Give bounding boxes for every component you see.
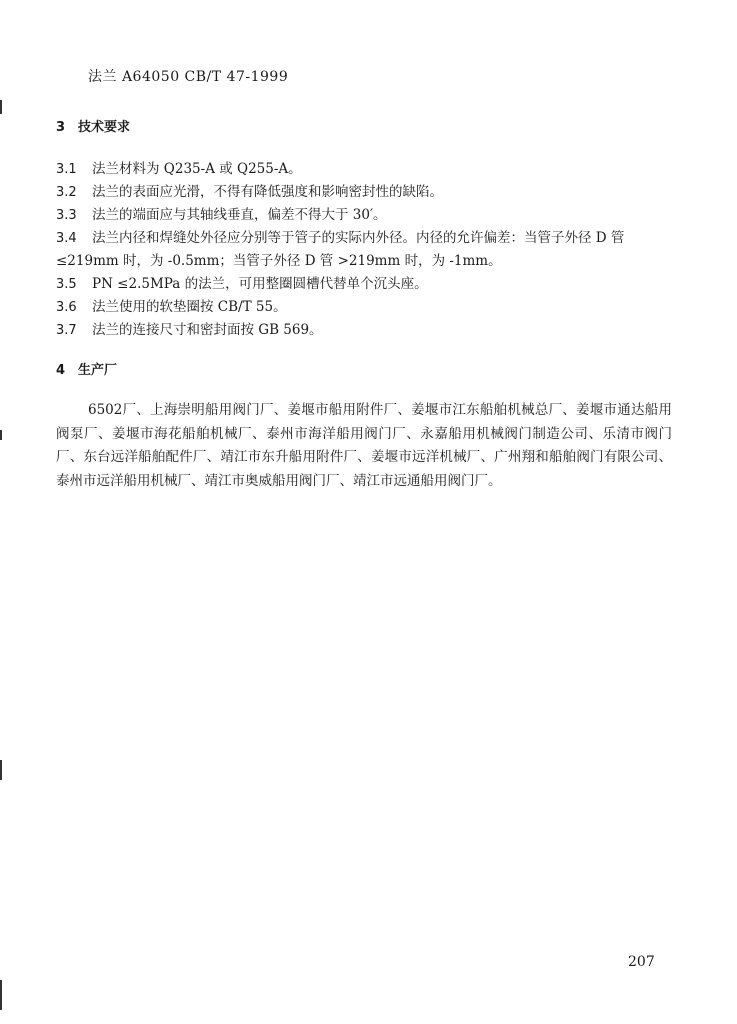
clause-3-1 [56, 157, 302, 177]
clause-number: 3.4 [56, 231, 77, 246]
clause-3-6 [56, 295, 287, 315]
scan-margin-mark [0, 430, 2, 440]
clause-3-5 [56, 272, 428, 292]
clause-number: 3.3 [56, 208, 77, 223]
page-header: 法兰 A64050 CB/T 47-1999 [88, 69, 289, 85]
page-number: 207 [628, 954, 655, 970]
clause-number: 3.7 [56, 323, 77, 338]
clause-text: PN ≤2.5MPa 的法兰，可用整圈圆槽代替单个沉头座。 [92, 276, 428, 292]
clause-number: 3.5 [56, 277, 77, 292]
clause-text: 法兰使用的软垫圈按 CB/T 55。 [92, 299, 287, 315]
clause-text: 法兰的表面应光滑，不得有降低强度和影响密封性的缺陷。 [92, 184, 443, 200]
clause-text: 法兰材料为 Q235-A 或 Q255-A。 [92, 161, 302, 177]
clause-text: 法兰的端面应与其轴线垂直，偏差不得大于 30′。 [92, 207, 387, 223]
clause-3-4 [56, 226, 624, 246]
section-title: 生产厂 [78, 363, 118, 378]
scan-margin-mark [0, 760, 2, 780]
section-number: 3 [56, 120, 66, 135]
section-number: 4 [56, 363, 66, 378]
scan-margin-mark [0, 100, 2, 114]
clause-3-4-continuation: ≤219mm 时，为 -0.5mm；当管子外径 D 管 >219mm 时，为 -1mm。 [56, 253, 502, 269]
clause-number: 3.1 [56, 162, 77, 177]
clause-text: 法兰的连接尺寸和密封面按 GB 569。 [92, 322, 323, 338]
clause-3-2 [56, 180, 443, 200]
section-title: 技术要求 [78, 120, 131, 135]
clause-number: 3.2 [56, 185, 77, 200]
clause-text: 法兰内径和焊缝处外径应分别等于管子的实际内外径。内径的允许偏差：当管子外径 D 管 [92, 230, 625, 246]
clause-3-3 [56, 203, 387, 223]
manufacturers-paragraph: 6502厂、上海崇明船用阀门厂、姜堰市船用附件厂、姜堰市江东船舶机械总厂、姜堰市通达船用阀泵厂、姜堰市海花船舶机械厂、泰州市海洋船用阀门厂、永嘉船用机械阀门制造公司、乐清市阀门厂、东台远洋船舶配件厂、靖江市东升船用附件厂、姜堰市远洋机械厂、广州翔和船舶阀门有限公司、泰州市远洋船用机械厂、靖江市奥威船用阀门厂、靖江市远通船用阀门厂。 [56, 402, 672, 489]
scan-margin-mark [0, 980, 2, 1010]
section-3-heading [56, 116, 130, 135]
clause-3-7 [56, 318, 323, 338]
section-4-heading [56, 359, 117, 378]
clause-number: 3.6 [56, 300, 77, 315]
